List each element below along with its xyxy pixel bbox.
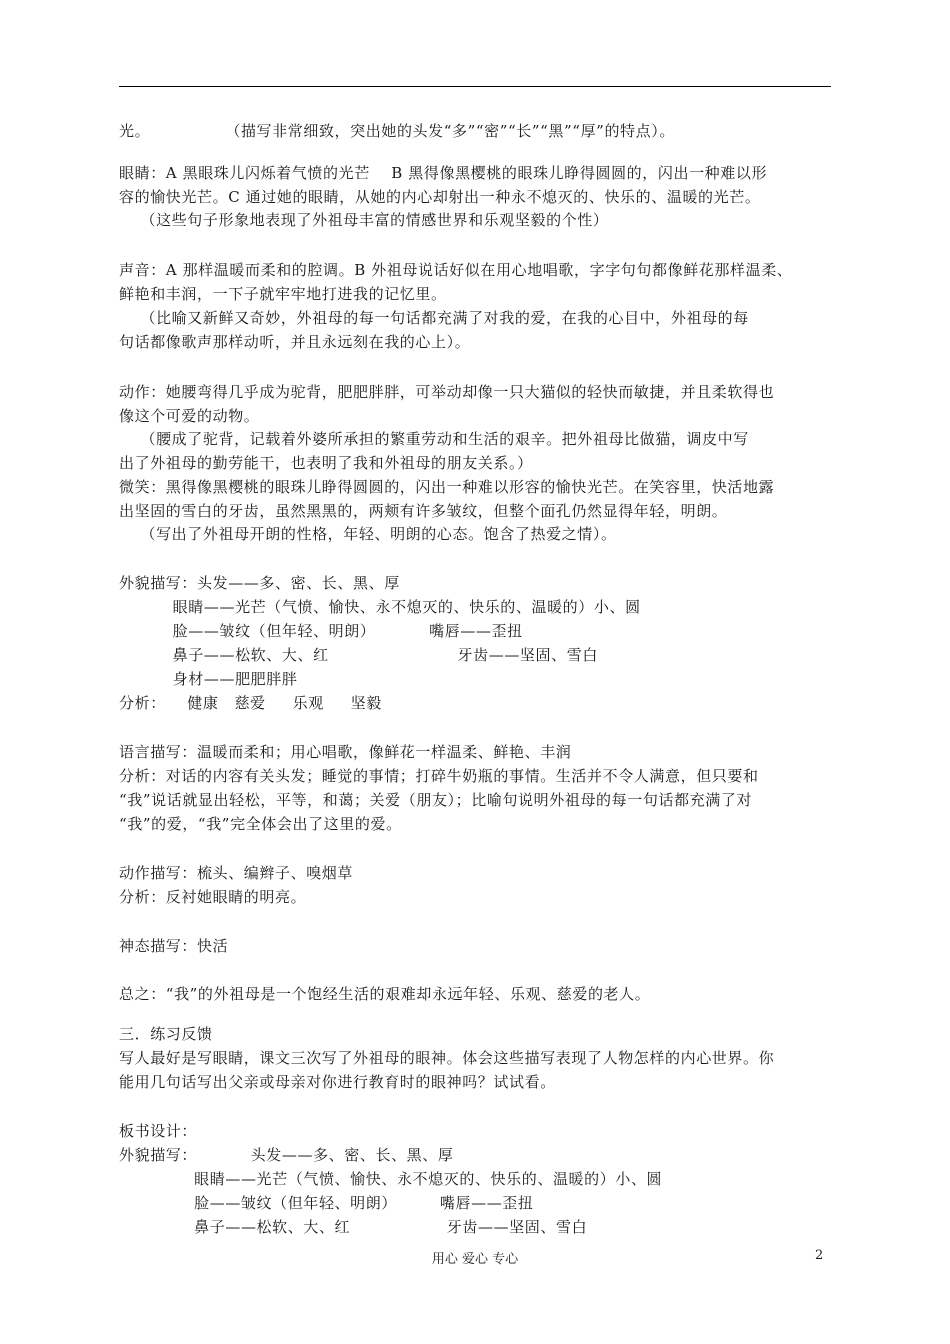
text-line: 句话都像歌声那样动听，并且永远刻在我的心上）。 (119, 333, 471, 351)
text-line: （比喻又新鲜又奇妙，外祖母的每一句话都充满了对我的爱，在我的心目中，外祖母的每 (119, 309, 749, 327)
text-line: 微笑：黑得像黑樱桃的眼珠儿睁得圆圆的，闪出一种难以形容的愉快光芒。在笑容里，快活地露 (119, 478, 775, 496)
text-line: 鲜艳和丰润，一下子就牢牢地打进我的记忆里。 (119, 285, 447, 303)
text-line: 动作：她腰弯得几乎成为驼背，肥肥胖胖，可举动却像一只大猫似的轻快而敏捷，并且柔软得也 (119, 383, 775, 401)
text-line: 板书设计： (119, 1122, 198, 1140)
text-line: “我”说话就显出轻松，平等，和蔼；关爱（朋友）；比喻句说明外祖母的每一句话都充满了对 (119, 791, 753, 809)
text-line: 眼睛——光芒（气愤、愉快、永不熄灭的、快乐的、温暖的）小、圆 (119, 1170, 663, 1188)
page-number: 2 (815, 1248, 824, 1263)
text-line: （腰成了驼背，记载着外婆所承担的繁重劳动和生活的艰辛。把外祖母比做猫，调皮中写 (119, 430, 749, 448)
header-rule (119, 86, 831, 87)
text-line: 脸——皱纹（但年轻、明朗） 嘴唇——歪扭 (119, 1194, 534, 1212)
text-line: 鼻子——松软、大、红 牙齿——坚固、雪白 (119, 646, 598, 664)
text-line: 身材——肥肥胖胖 (119, 670, 298, 688)
text-line: 分析：对话的内容有关头发；睡觉的事情；打碎牛奶瓶的事情。生活并不令人满意，但只要和 (119, 767, 759, 785)
text-line: 出坚固的雪白的牙齿，虽然黑黑的，两颊有许多皱纹，但整个面孔仍然显得年轻，明朗。 (119, 502, 728, 520)
footer-motto: 用心 爱心 专心 (431, 1252, 519, 1267)
text-line: （写出了外祖母开朗的性格，年轻、明朗的心态。饱含了热爱之情）。 (119, 525, 617, 543)
text-line: 眼睛——光芒（气愤、愉快、永不熄灭的、快乐的、温暖的）小、圆 (119, 598, 641, 616)
text-line: 分析：反衬她眼睛的明亮。 (119, 888, 307, 906)
text-line: 能用几句话写出父亲或母亲对你进行教育时的眼神吗？试试看。 (119, 1073, 556, 1091)
text-line: 声音：A 那样温暖而柔和的腔调。B 外祖母说话好似在用心地唱歌，字字句句都像鲜花那样温柔、 (119, 261, 793, 279)
text-line: 容的愉快光芒。C 通过她的眼睛，从她的内心却射出一种永不熄灭的、快乐的、温暖的光芒。 (119, 188, 761, 206)
text-line: 写人最好是写眼睛，课文三次写了外祖母的眼神。体会这些描写表现了人物怎样的内心世界。你 (119, 1049, 775, 1067)
text-line: 外貌描写： 头发——多、密、长、黑、厚 (119, 1146, 454, 1164)
text-line: 神态描写：快活 (119, 937, 229, 955)
text-line: 总之：“我”的外祖母是一个饱经生活的艰难却永远年轻、乐观、慈爱的老人。 (119, 985, 651, 1003)
text-line: 分析： 健康 慈爱 乐观 坚毅 (119, 694, 382, 712)
text-line: 三．练习反馈 (119, 1025, 213, 1043)
text-line: 动作描写：梳头、编辫子、嗅烟草 (119, 864, 354, 882)
text-line: 鼻子——松软、大、红 牙齿——坚固、雪白 (119, 1218, 588, 1236)
text-line: 语言描写：温暖而柔和；用心唱歌，像鲜花一样温柔、鲜艳、丰润 (119, 743, 572, 761)
text-line: （这些句子形象地表现了外祖母丰富的情感世界和乐观坚毅的个性） (119, 211, 609, 229)
text-line: 脸——皱纹（但年轻、明朗） 嘴唇——歪扭 (119, 622, 523, 640)
text-line: 眼睛：A 黑眼珠儿闪烁着气愤的光芒 B 黑得像黑樱桃的眼珠儿睁得圆圆的，闪出一种难以形 (119, 164, 768, 182)
text-line: “我”的爱，“我”完全体会出了这里的爱。 (119, 815, 402, 833)
text-line: 像这个可爱的动物。 (119, 407, 260, 425)
text-line: 出了外祖母的勤劳能干，也表明了我和外祖母的朋友关系。） (119, 454, 533, 472)
text-line: 外貌描写：头发——多、密、长、黑、厚 (119, 574, 400, 592)
text-line: 光。 （描写非常细致，突出她的头发“多”“密”“长”“黑”“厚”的特点）。 (119, 122, 675, 140)
